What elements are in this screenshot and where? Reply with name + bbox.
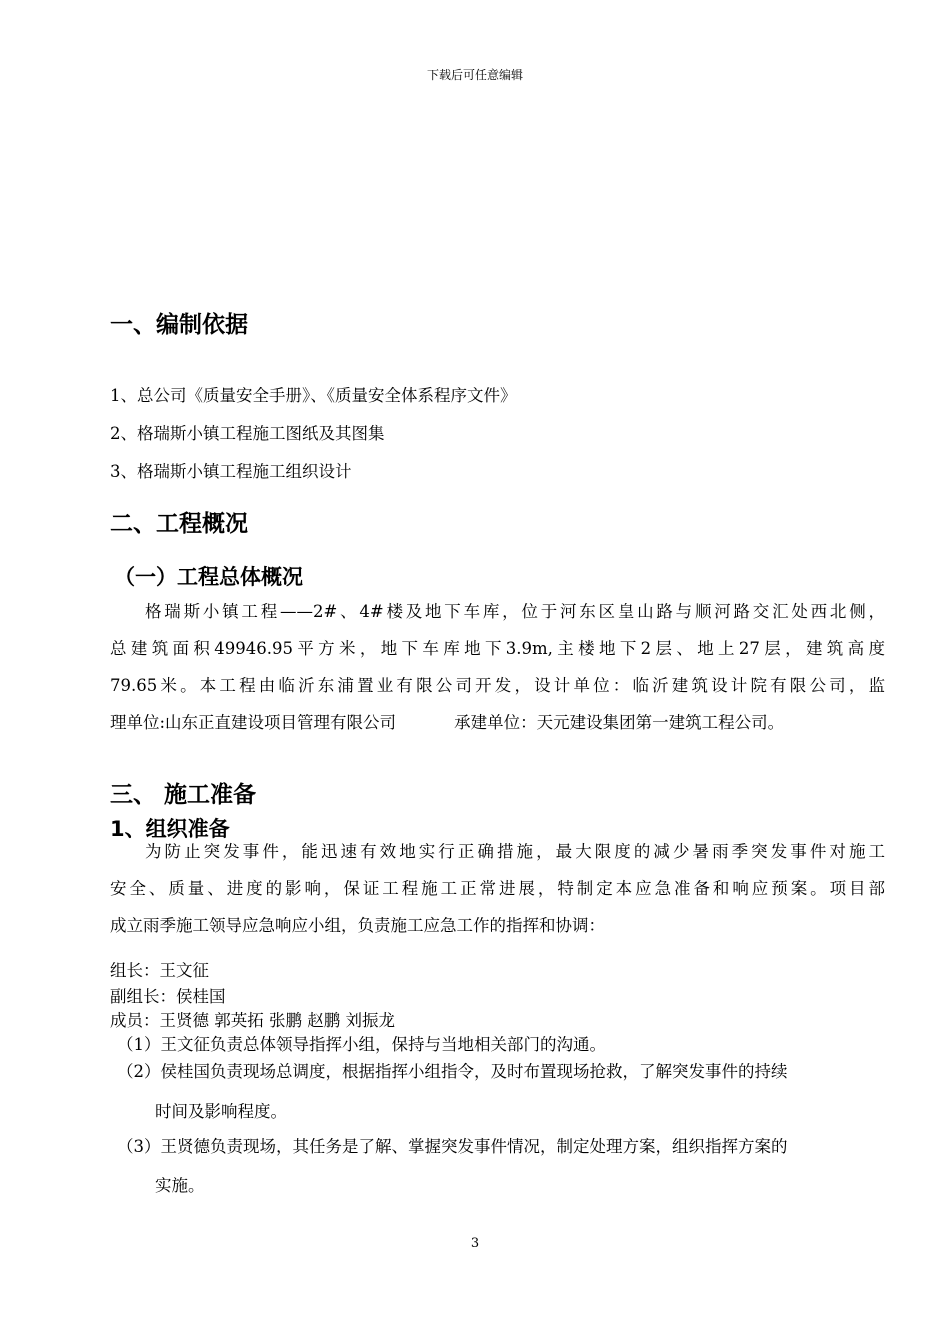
- section3-title: 三、 施工准备: [110, 782, 257, 808]
- section1-title: 一、编制依据: [110, 312, 248, 338]
- group-deputy: 副组长：侯桂国: [110, 987, 226, 1006]
- duty-3-cont: 实施。: [155, 1176, 205, 1195]
- supervisor-unit: 理单位:山东正直建设项目管理有限公司: [110, 713, 397, 732]
- paragraph-line: 为防止突发事件，能迅速有效地实行正确措施，最大限度的减少暑雨季突发事件对施工: [145, 842, 885, 861]
- duty-3: （3）王贤德负责现场，其任务是了解、掌握突发事件情况，制定处理方案，组织指挥方案的: [117, 1137, 788, 1156]
- duty-2: （2）侯桂国负责现场总调度，根据指挥小组指令，及时布置现场抢救，了解突发事件的持续: [117, 1062, 788, 1081]
- page-number: 3: [470, 1236, 480, 1251]
- contractor-unit: 承建单位：天元建设集团第一建筑工程公司。: [454, 713, 785, 732]
- group-leader: 组长：王文征: [110, 961, 209, 980]
- group-members: 成员：王贤德 郭英拓 张鹏 赵鹏 刘振龙: [110, 1011, 395, 1030]
- duty-2-cont: 时间及影响程度。: [155, 1102, 287, 1121]
- section1-item-3: 3、格瑞斯小镇工程施工组织设计: [110, 462, 352, 481]
- paragraph-line: 总建筑面积49946.95平方米，地下车库地下3.9m,主楼地下2层、地上27层，建筑高度: [110, 639, 885, 658]
- section1-item-2: 2、格瑞斯小镇工程施工图纸及其图集: [110, 424, 385, 443]
- paragraph-line: 格瑞斯小镇工程——2#、4#楼及地下车库，位于河东区皇山路与顺河路交汇处西北侧，: [145, 602, 885, 621]
- paragraph-line: 成立雨季施工领导应急响应小组，负责施工应急工作的指挥和协调：: [110, 916, 605, 935]
- section1-item-1: 1、总公司《质量安全手册》、《质量安全体系程序文件》: [110, 386, 517, 405]
- section3-subtitle: 1、组织准备: [110, 817, 230, 841]
- paragraph-line-last: [110, 704, 885, 741]
- section2-subtitle: （一）工程总体概况: [114, 565, 303, 589]
- page-header: 下载后可任意编辑: [426, 68, 523, 82]
- section2-paragraph: [110, 593, 885, 741]
- section3-paragraph: [110, 833, 885, 944]
- section2-title: 二、工程概况: [110, 511, 248, 537]
- paragraph-line: 79.65米。本工程由临沂东浦置业有限公司开发，设计单位：临沂建筑设计院有限公司，监: [110, 676, 885, 695]
- paragraph-line: 安全、质量、进度的影响，保证工程施工正常进展，特制定本应急准备和响应预案。项目部: [110, 879, 885, 898]
- duty-1: （1）王文征负责总体领导指挥小组，保持与当地相关部门的沟通。: [117, 1035, 606, 1054]
